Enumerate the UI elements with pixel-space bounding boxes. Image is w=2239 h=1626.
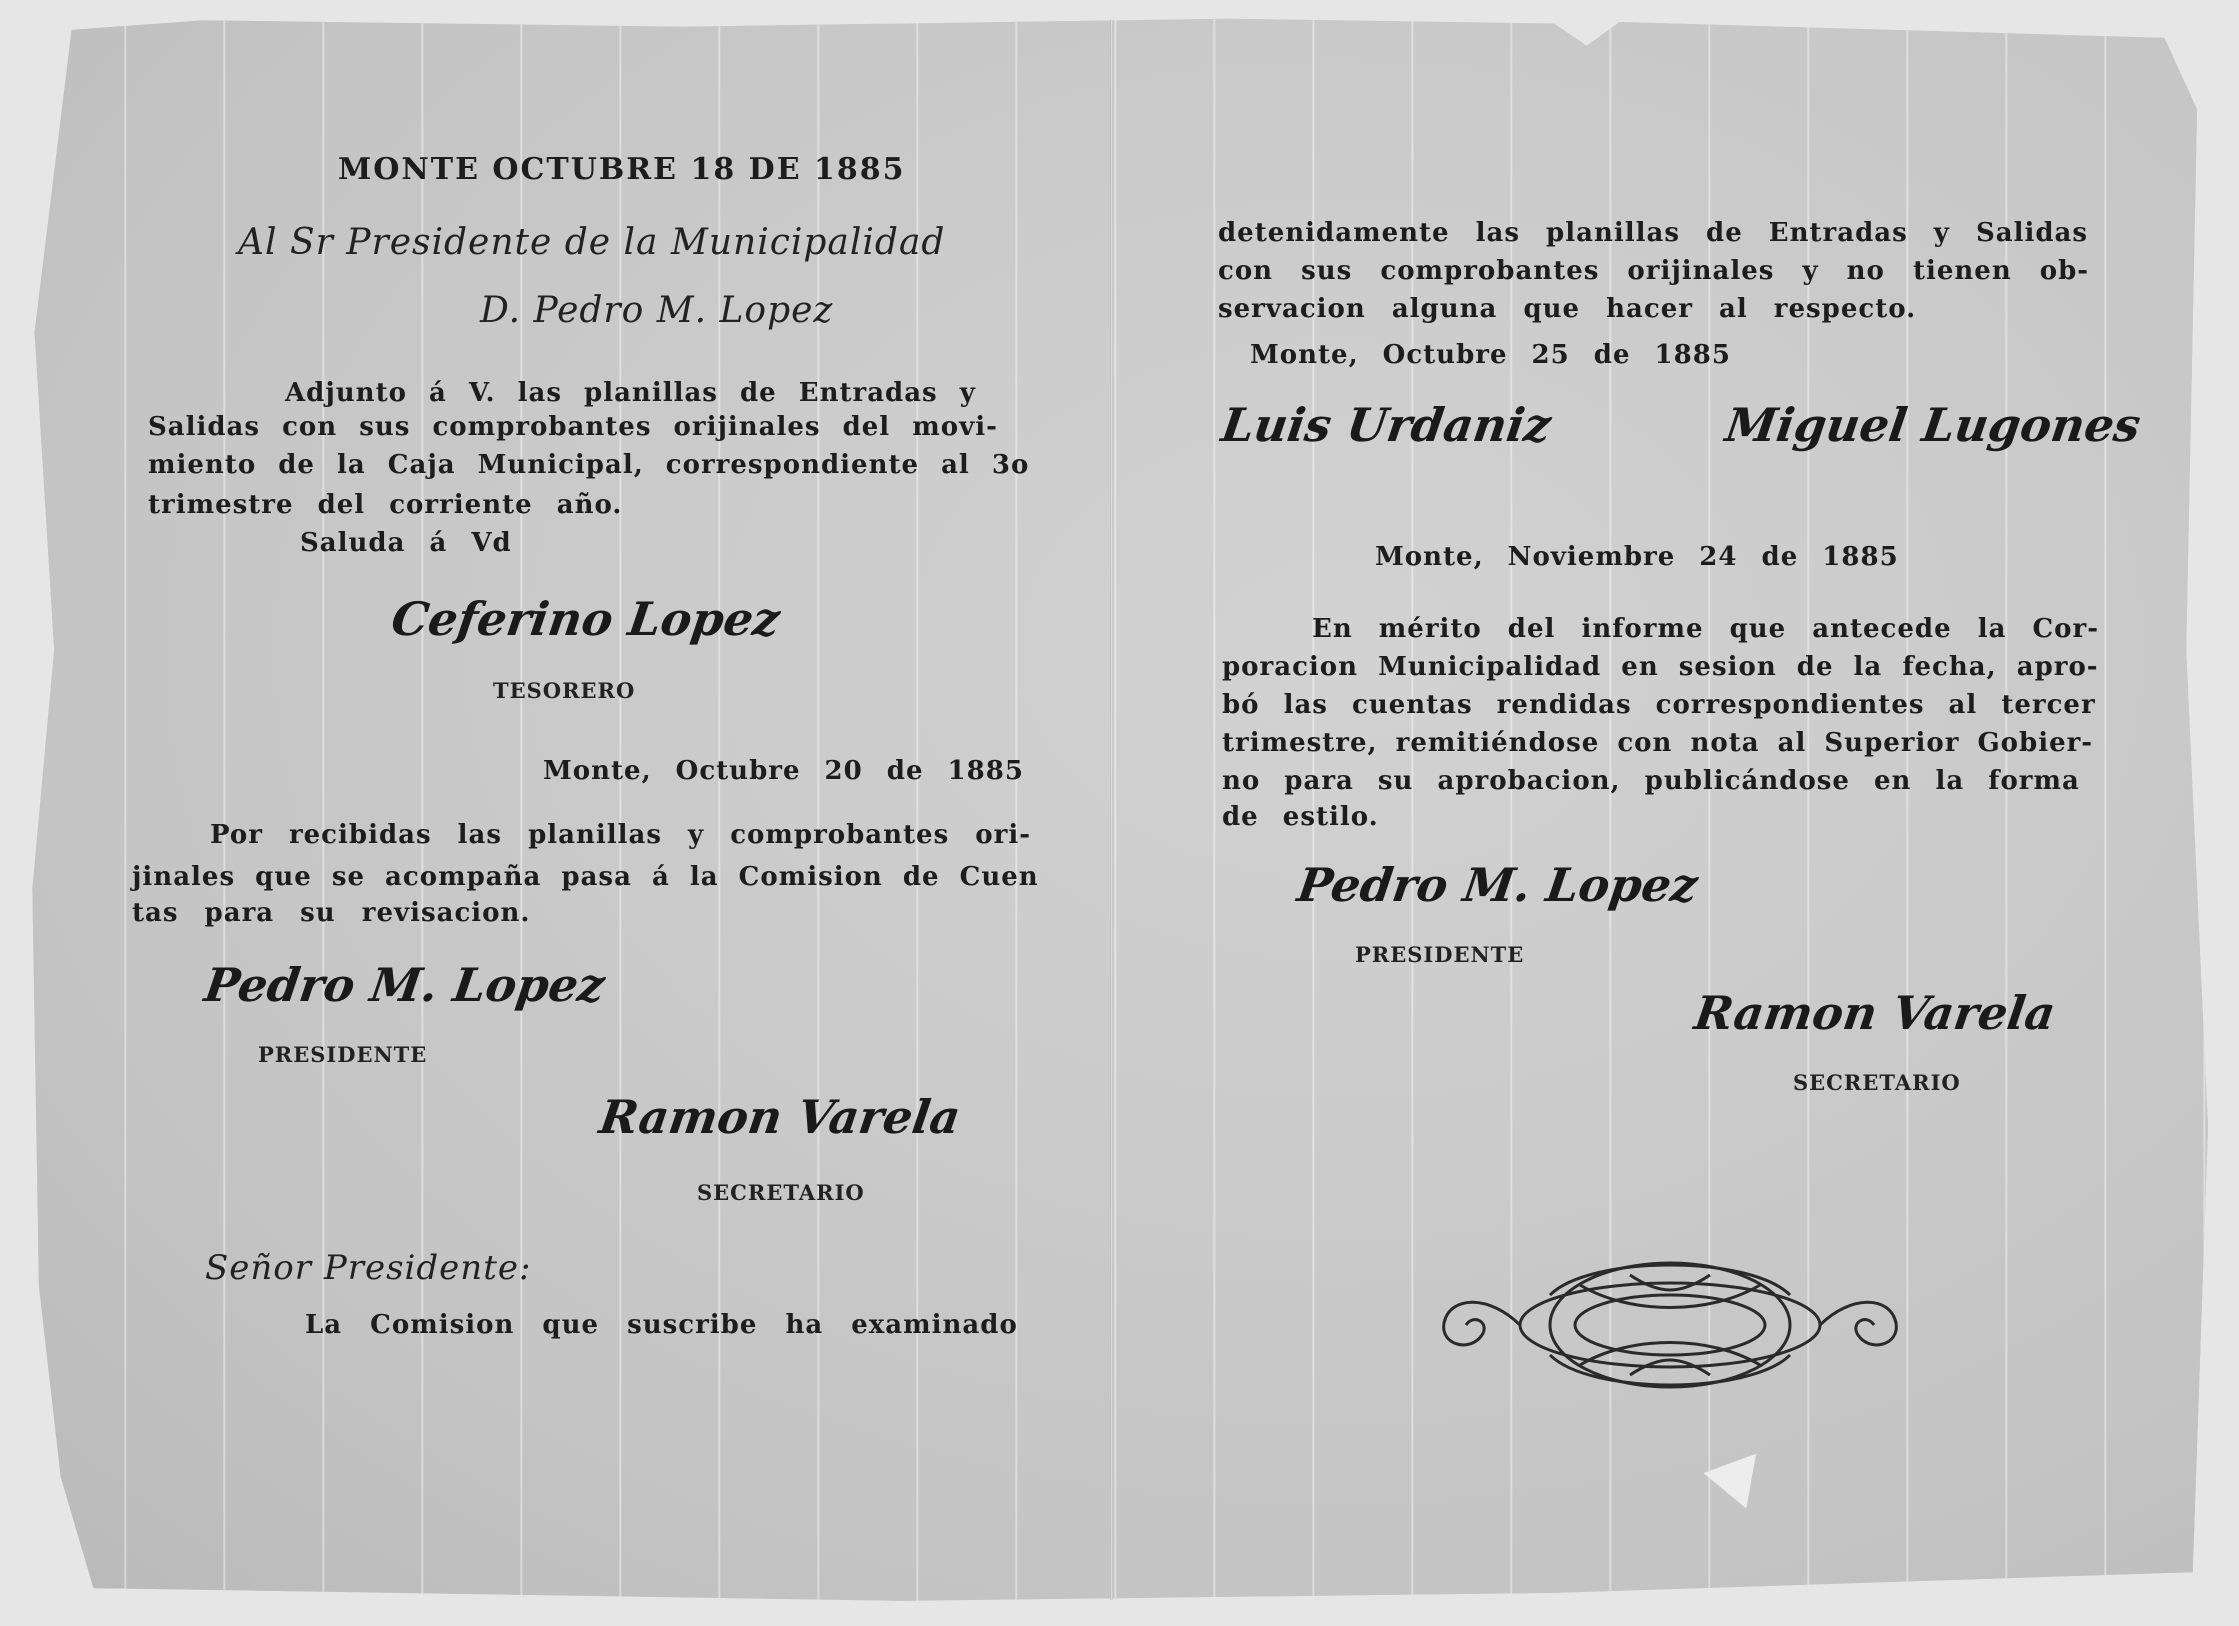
signature-tesorero: Ceferino Lopez: [388, 592, 784, 646]
resolution-line-2: poracion Municipalidad en sesion de la fecha, apro-: [1222, 652, 2099, 682]
document-heading: MONTE OCTUBRE 18 DE 1885: [338, 152, 906, 187]
commission-line-3: con sus comprobantes orijinales y no tienen ob-: [1218, 256, 2090, 286]
role-secretario-left: SECRETARIO: [697, 1180, 865, 1205]
resolution-line-4: trimestre, remitiéndose con nota al Superior Gobier-: [1222, 728, 2094, 758]
signature-commission-left: Luis Urdaniz: [1218, 398, 1555, 452]
address-line-2: D. Pedro M. Lopez: [480, 290, 834, 331]
address-line-1: Al Sr Presidente de la Municipalidad: [238, 222, 946, 263]
referral-line-3: tas para su revisacion.: [132, 898, 531, 928]
salutation-senor-presidente: Señor Presidente:: [205, 1248, 532, 1288]
role-tesorero: TESORERO: [493, 678, 636, 703]
saluda-line: Saluda á Vd: [300, 528, 512, 558]
date-noviembre-24: Monte, Noviembre 24 de 1885: [1375, 542, 1899, 572]
resolution-line-5: no para su aprobacion, publicándose en la forma: [1222, 766, 2080, 796]
signature-presidente-right: Pedro M. Lopez: [1294, 858, 1702, 912]
signature-presidente-left: Pedro M. Lopez: [201, 958, 609, 1012]
referral-line-2: jinales que se acompaña pasa á la Comision de Cuen: [132, 862, 1039, 892]
date-octubre-20: Monte, Octubre 20 de 1885: [543, 756, 1024, 786]
date-octubre-25: Monte, Octubre 25 de 1885: [1250, 340, 1731, 370]
signature-commission-right: Miguel Lugones: [1722, 398, 2144, 452]
resolution-line-1: En mérito del informe que antecede la Cor-: [1312, 614, 2099, 644]
resolution-line-3: bó las cuentas rendidas correspondientes al tercer: [1222, 690, 2096, 720]
commission-line-4: servacion alguna que hacer al respecto.: [1218, 294, 1917, 324]
signature-secretario-left: Ramon Varela: [596, 1090, 964, 1144]
referral-line-1: Por recibidas las planillas y comprobantes ori-: [210, 820, 1031, 850]
commission-line-2: detenidamente las planillas de Entradas y Salidas: [1218, 218, 2088, 248]
letter-line-3: miento de la Caja Municipal, correspondiente al 3o: [148, 450, 1030, 480]
role-presidente-left: PRESIDENTE: [258, 1042, 428, 1067]
resolution-line-6: de estilo.: [1222, 802, 1379, 832]
page-fold: [1110, 20, 1113, 1600]
letter-line-1: Adjunto á V. las planillas de Entradas y: [285, 378, 976, 408]
scroll-flourish-icon: [1430, 1235, 1910, 1415]
letter-line-2: Salidas con sus comprobantes orijinales del movi-: [148, 412, 998, 442]
role-presidente-right: PRESIDENTE: [1355, 942, 1525, 967]
signature-secretario-right: Ramon Varela: [1691, 986, 2059, 1040]
role-secretario-right: SECRETARIO: [1793, 1070, 1961, 1095]
letter-line-4: trimestre del corriente año.: [148, 490, 623, 520]
commission-line-1: La Comision que suscribe ha examinado: [305, 1310, 1018, 1340]
